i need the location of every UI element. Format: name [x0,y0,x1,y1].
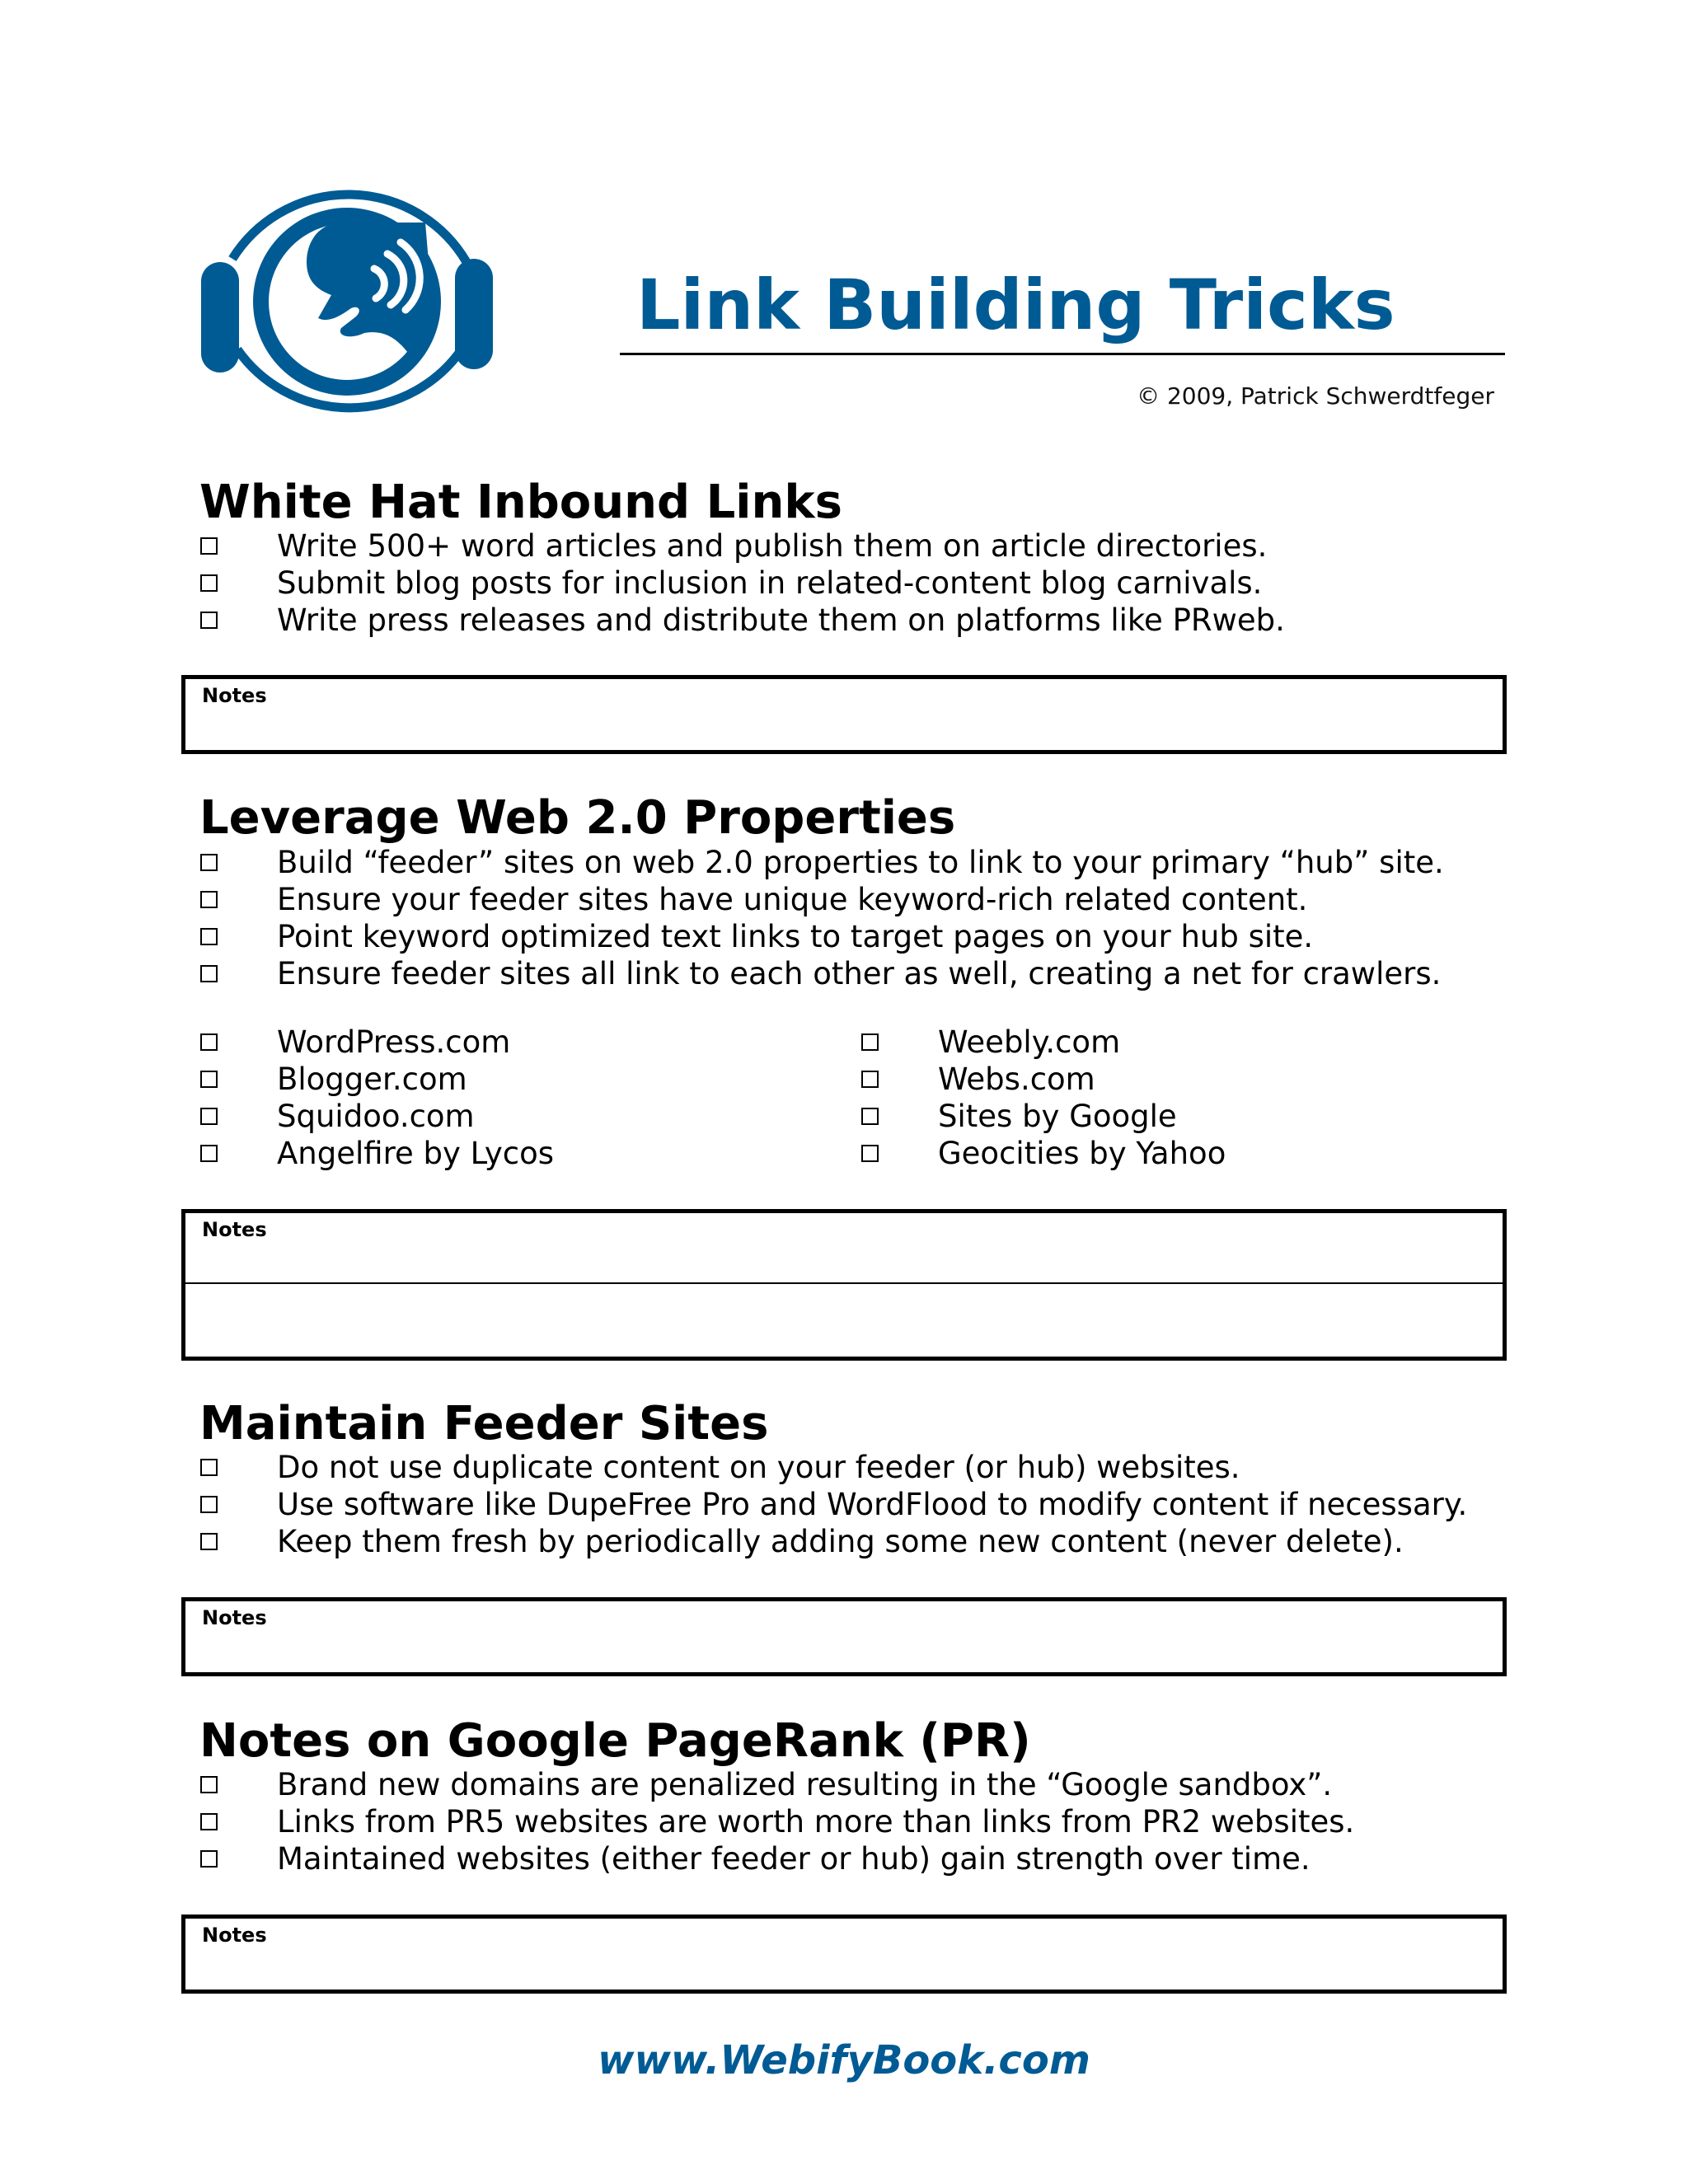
checklist-item[interactable]: Write 500+ word articles and publish them on article directories. [198,527,1285,565]
checklist-item[interactable]: Do not use duplicate content on your feeder (or hub) websites. [198,1449,1467,1486]
copyright-text: © 2009, Patrick Schwerdtfeger [1137,382,1494,410]
checklist-item[interactable]: Use software like DupeFree Pro and WordFlood to modify content if necessary. [198,1486,1467,1523]
site-item[interactable]: Blogger.com [198,1061,554,1098]
checklist-pagerank [198,1766,1354,1877]
checkbox-icon[interactable] [200,1033,218,1051]
checkbox-icon[interactable] [200,537,218,555]
checkbox-icon[interactable] [200,965,218,982]
site-item[interactable]: Angelfire by Lycos [198,1135,554,1172]
notes-label: Notes [202,1924,267,1947]
checkbox-icon[interactable] [200,1108,218,1125]
checklist-item[interactable]: Build “feeder” sites on web 2.0 properties to link to your primary “hub” site. [198,844,1444,881]
checklist-item[interactable]: Ensure your feeder sites have unique keyword-rich related content. [198,881,1444,918]
site-item[interactable]: Weebly.com [859,1024,1226,1061]
checkbox-icon[interactable] [861,1033,879,1051]
notes-box-pagerank[interactable] [181,1915,1507,1994]
section-title-pagerank: Notes on Google PageRank (PR) [199,1714,1031,1768]
checkbox-icon[interactable] [200,1071,218,1088]
title-underline [620,353,1505,355]
checkbox-icon[interactable] [861,1108,879,1125]
checklist-item[interactable]: Keep them fresh by periodically adding some new content (never delete). [198,1523,1467,1560]
checkbox-icon[interactable] [200,612,218,629]
site-list-left [198,1024,554,1172]
notes-label: Notes [202,684,267,707]
checklist-item[interactable]: Maintained websites (either feeder or hub) gain strength over time. [198,1840,1354,1877]
notes-label: Notes [202,1218,267,1241]
checkbox-icon[interactable] [200,1459,218,1476]
checklist-item[interactable]: Links from PR5 websites are worth more than links from PR2 websites. [198,1803,1354,1840]
site-item[interactable]: Webs.com [859,1061,1226,1098]
checklist-item[interactable]: Submit blog posts for inclusion in related-content blog carnivals. [198,565,1285,602]
section-title-feeder: Maintain Feeder Sites [199,1397,769,1451]
site-item[interactable]: Sites by Google [859,1098,1226,1135]
checkbox-icon[interactable] [861,1071,879,1088]
checkbox-icon[interactable] [200,1533,218,1550]
checklist-item[interactable]: Point keyword optimized text links to target pages on your hub site. [198,918,1444,955]
checklist-white-hat [198,527,1285,639]
checklist-feeder [198,1449,1467,1560]
checklist-item[interactable]: Ensure feeder sites all link to each other as well, creating a net for crawlers. [198,955,1444,992]
checkbox-icon[interactable] [200,1496,218,1513]
notes-divider [185,1282,1503,1284]
checkbox-icon[interactable] [200,1145,218,1162]
checklist-item[interactable]: Brand new domains are penalized resulting in the “Google sandbox”. [198,1766,1354,1803]
checkbox-icon[interactable] [200,1813,218,1830]
site-item[interactable]: WordPress.com [198,1024,554,1061]
notes-box-white-hat[interactable] [181,675,1507,754]
site-item[interactable]: Squidoo.com [198,1098,554,1135]
checkbox-icon[interactable] [200,1850,218,1868]
checkbox-icon[interactable] [200,854,218,871]
section-title-white-hat: White Hat Inbound Links [199,476,842,529]
checkbox-icon[interactable] [861,1145,879,1162]
section-title-web20: Leverage Web 2.0 Properties [199,791,956,845]
site-list-right [859,1024,1226,1172]
site-item[interactable]: Geocities by Yahoo [859,1135,1226,1172]
notes-box-web20[interactable] [181,1209,1507,1361]
checklist-item[interactable]: Write press releases and distribute them on platforms like PRweb. [198,602,1285,639]
checkbox-icon[interactable] [200,574,218,592]
notes-label: Notes [202,1606,267,1629]
footer-website-link[interactable]: www.WebifyBook.com [598,2037,1090,2083]
checkbox-icon[interactable] [200,1776,218,1793]
notes-box-feeder[interactable] [181,1597,1507,1676]
page-title: Link Building Tricks [636,265,1395,345]
checkbox-icon[interactable] [200,891,218,908]
checkbox-icon[interactable] [200,928,218,945]
speaking-head-headphones-icon [195,153,499,442]
checklist-web20 [198,844,1444,992]
